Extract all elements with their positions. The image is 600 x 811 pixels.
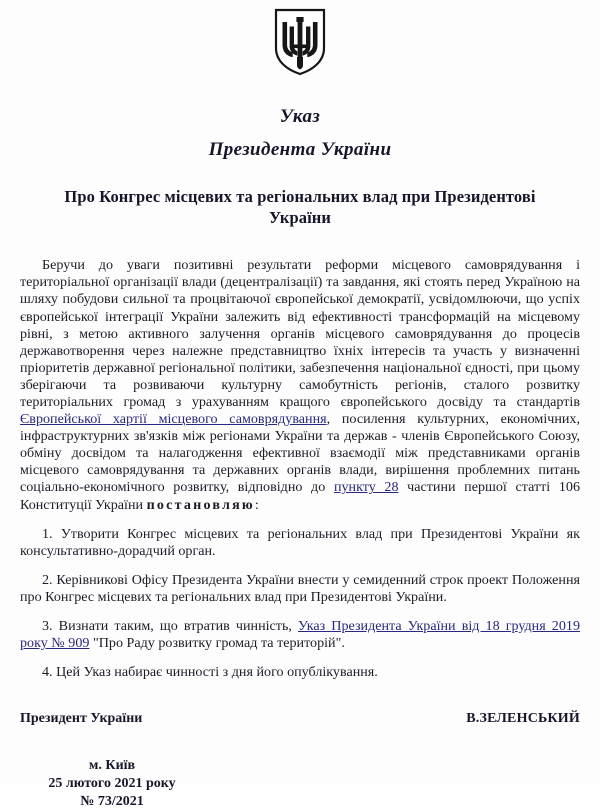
- preamble-text-part-2: , посилення культурних, економічних, інфраструктурних зв'язків між регіонами України та держав - членів Європейського Союзу, обміну досвідом та налагодження ефективної взаємодії між представниками органів місцевого самоврядування та державних органів влади, вирішення проблемних питань соціально-економічного розвитку, відповідно до: [20, 411, 580, 496]
- signatory-name: В.ЗЕЛЕНСЬКИЙ: [466, 711, 580, 727]
- decree-item-4: 4. Цей Указ набирає чинності з дня його опублікування.: [42, 664, 378, 681]
- decree-title-line-2: Президента України: [208, 138, 392, 160]
- document-body: [20, 229, 580, 681]
- link-european-charter[interactable]: Європейської хартії місцевого самоврядування: [20, 411, 327, 428]
- decree-title-line-1: Указ: [279, 106, 321, 127]
- decree-item-1: 1. Утворити Конгрес місцевих та регіональних влад при Президентові України як консультативно-дорадчий орган.: [20, 525, 580, 559]
- signature-row: [20, 711, 580, 727]
- item-3-prefix: 3. Визнати таким, що втратив чинність,: [42, 618, 299, 634]
- link-decree-909[interactable]: Указ Президента України від 18 грудня 2019 року № 909: [20, 618, 580, 652]
- city-label: м. Київ: [88, 758, 136, 774]
- place-date-block: [12, 757, 212, 811]
- link-clause-28[interactable]: пункту 28: [333, 479, 399, 496]
- preamble-text-part-1: Беручи до уваги позитивні результати реформи місцевого самоврядування і територіальної організації влади (децентралізації) та завдання, які стоять перед Україною на шляху побудови сильної та процвітаючої європейської демократії, усвідомлюючи, що успіх європейської інтеграції України залежить від ефективності трансформацій на місцевому рівні, з метою активного залучення органів місцевого самоврядування до процесів державотворення через належне представництво їхніх інтересів та участь у визначенні пріоритетів державної регіональної політики, забезпечення національної єдності, при цьому зберігаючи та розвиваючи культурну самобутність регіонів, сталого розвитку територіальних громад з урахуванням кращого європейського досвіду та стандартів: [20, 257, 580, 410]
- preamble-text-part-4: :: [254, 496, 259, 513]
- document-number: № 73/2021: [80, 794, 144, 810]
- tryzub-icon: [274, 8, 326, 76]
- decree-item-3: [20, 618, 580, 652]
- resolve-keyword: постановляю: [146, 496, 255, 513]
- preamble-text-part-3: частини першої статті 106 Конституції України: [20, 479, 580, 513]
- item-3-suffix: "Про Раду розвитку громад та територій".: [89, 635, 345, 652]
- decree-subject-title: Про Конгрес місцевих та регіональних влад при Президентові України: [64, 186, 536, 228]
- date-label: 25 лютого 2021 року: [48, 776, 176, 792]
- decree-item-2: 2. Керівникові Офісу Президента України внести у семиденний строк проект Положення про Конгрес місцевих та регіональних влад при Президентові України.: [20, 571, 580, 605]
- signatory-title: Президент України: [20, 711, 143, 727]
- preamble-paragraph: [20, 257, 580, 513]
- coat-of-arms-emblem: [0, 0, 600, 72]
